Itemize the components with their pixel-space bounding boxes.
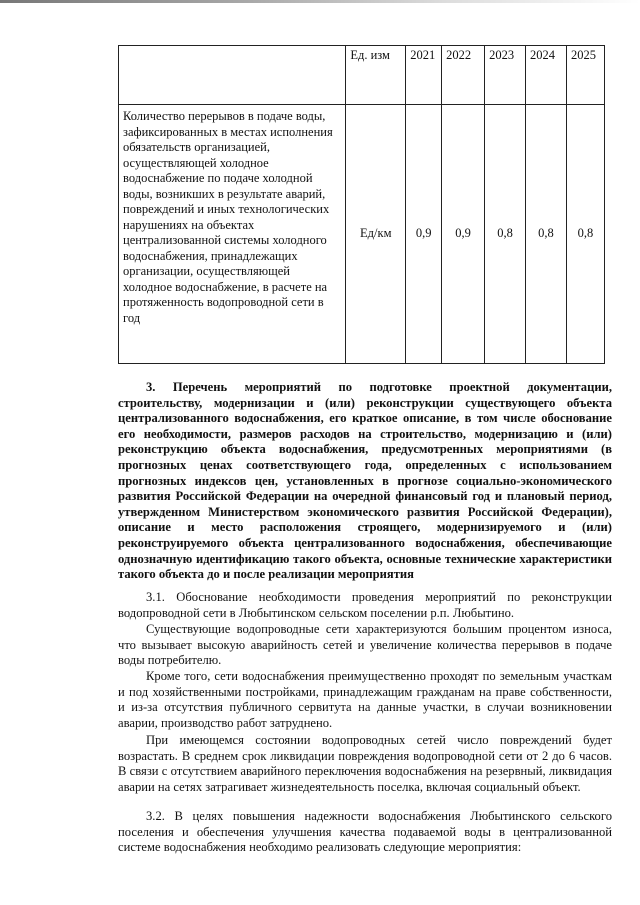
- header-unit: Ед. изм: [346, 46, 406, 105]
- paragraph-3-1: 3.1. Обоснование необходимости проведения мероприятий по реконструкции водопроводной сети в Любытинском сельском поселении р.п. Любытино.: [118, 590, 612, 620]
- table-header-row: [119, 46, 605, 105]
- header-year: 2024: [526, 46, 567, 105]
- table-row: [119, 105, 605, 364]
- header-empty-cell: [119, 46, 346, 105]
- indicator-unit: Ед/км: [346, 105, 406, 364]
- paragraph-land-plots: Кроме того, сети водоснабжения преимущественно проходят по земельным участкам и под хозяйственными постройками, принадлежащим гражданам на праве собственности, и из-за отсутствия публичного сервитута на данные участки, в случаи возникновении аварии, производство работ затруднено.: [118, 669, 612, 730]
- paragraph-wear: Существующие водопроводные сети характеризуются большим процентом износа, что вызывает высокую аварийность сетей и увеличение количества перерывов в подаче воды потребителю.: [118, 622, 612, 668]
- indicator-value: 0,8: [526, 105, 567, 364]
- indicator-table: [118, 45, 605, 364]
- header-year: 2023: [485, 46, 526, 105]
- header-year: 2021: [406, 46, 442, 105]
- indicator-value: 0,9: [406, 105, 442, 364]
- indicator-description: Количество перерывов в подаче воды, зафиксированных в местах исполнения обязательств организацией, осуществляющей холодное водоснабжение по подаче холодной воды, возникших в результате аварий, повреждений и иных технологических нарушениях на объектах централизованной системы холодного водоснабжения, принадлежащих организации, осуществляющей холодное водоснабжение, в расчете на протяженность водопроводной сети в год: [119, 105, 346, 364]
- indicator-value: 0,8: [566, 105, 604, 364]
- section-heading: 3. Перечень мероприятий по подготовке проектной документации, строительству, модернизации и (или) реконструкции существующего объекта централизованного водоснабжения, его краткое описание, в том числе обоснование его необходимости, размеров расходов на строительство, модернизацию и (или) реконструкцию объекта водоснабжения, предусмотренных мероприятиями (в прогнозных ценах соответствующего года, определенных с использованием прогнозных индексов цен, установленных в прогнозе социально-экономического развития Российской Федерации на очередной финансовый год и плановый период, утвержденном Министерством экономического развития Российской Федерации), описание и место расположения строящего, модернизируемого и (или) реконструируемого объекта централизованного водоснабжения, обеспечивающие однозначную идентификацию такого объекта, основные технические характеристики такого объекта до и после реализации мероприятия: [118, 380, 612, 582]
- header-year: 2022: [442, 46, 485, 105]
- scan-edge: [0, 0, 640, 3]
- header-year: 2025: [566, 46, 604, 105]
- paragraph-damage: При имеющемся состоянии водопроводных сетей число повреждений будет возрастать. В среднем срок ликвидации повреждения водопроводной сети от 2 до 6 часов. В связи с отсутствием аварийного переключения водоснабжения на резервный, ликвидация аварии на сетях затрагивает жизнедеятельность поселка, включая социальный объект.: [118, 733, 612, 794]
- indicator-value: 0,8: [485, 105, 526, 364]
- indicator-value: 0,9: [442, 105, 485, 364]
- paragraph-3-2: 3.2. В целях повышения надежности водоснабжения Любытинского сельского поселения и обеспечения улучшения качества подаваемой воды в централизованной системе водоснабжения необходимо реализовать следующие мероприятия:: [118, 809, 612, 855]
